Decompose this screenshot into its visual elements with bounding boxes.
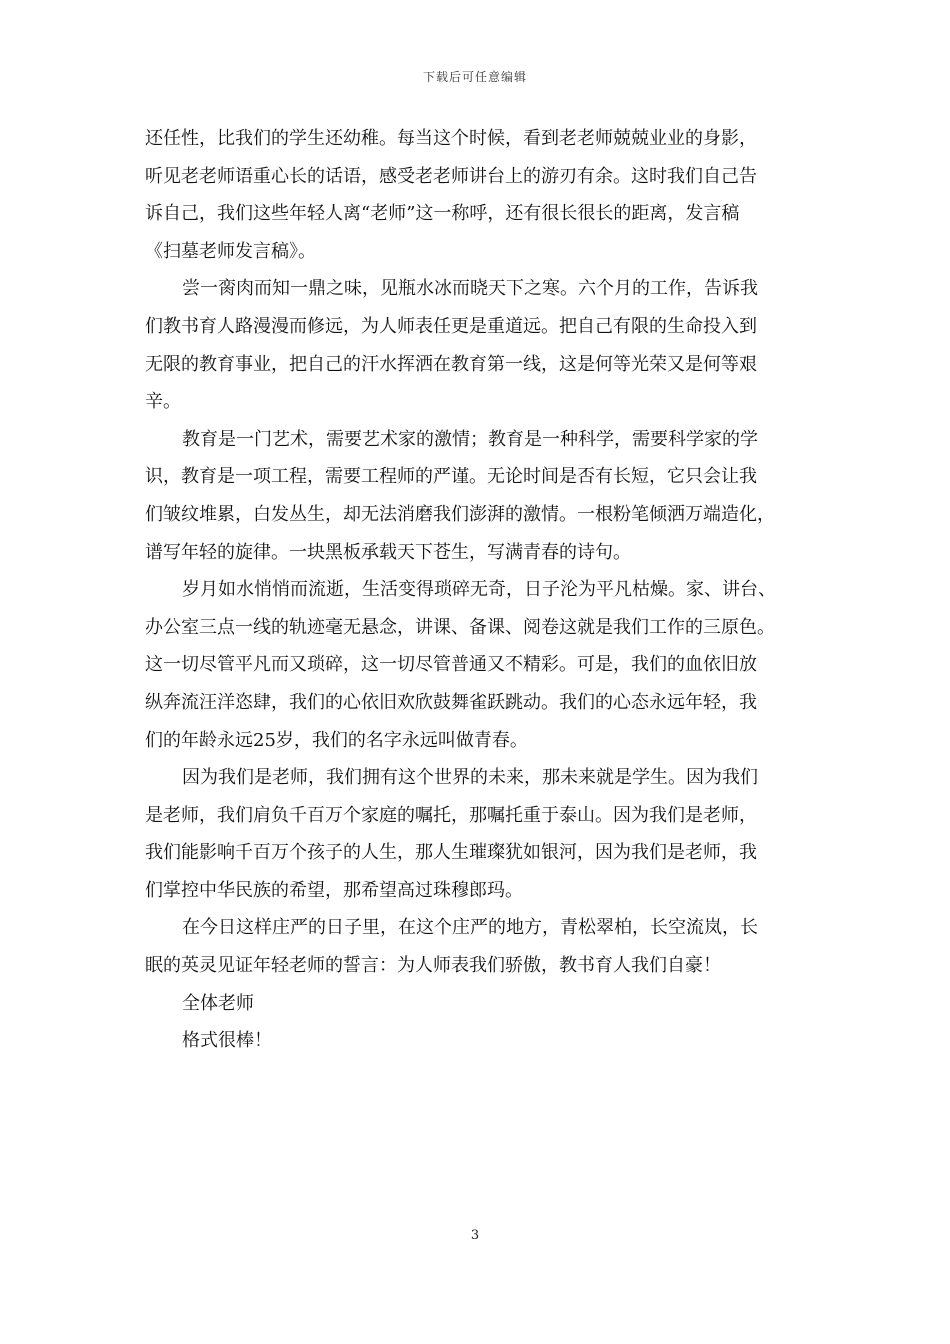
document-body bbox=[145, 120, 807, 1060]
text-line: 无限的教育事业，把自己的汗水挥洒在教育第一线，这是何等光荣又是何等艰 bbox=[145, 353, 757, 375]
text-line: 听见老老师语重心长的话语，感受老老师讲台上的游刃有余。这时我们自己告 bbox=[145, 165, 757, 187]
text-line: 办公室三点一线的轨迹毫无悬念，讲课、备课、阅卷这就是我们工作的三原色。 bbox=[145, 616, 775, 638]
text-line: 眠的英灵见证年轻老师的誓言：为人师表我们骄傲，教书育人我们自豪！ bbox=[145, 955, 721, 977]
text-line: 还任性，比我们的学生还幼稚。每当这个时候，看到老老师兢兢业业的身影， bbox=[145, 128, 757, 149]
text-line: 这一切尽管平凡而又琐碎，这一切尽管普通又不精彩。可是，我们的血依旧放 bbox=[145, 654, 757, 676]
text-line: 因为我们是老师，我们拥有这个世界的未来，那未来就是学生。因为我们 bbox=[182, 767, 758, 789]
text-line: 们的年龄永远25岁，我们的名字永远叫做青春。 bbox=[145, 729, 528, 751]
text-line: 是老师，我们肩负千百万个家庭的嘱托，那嘱托重于泰山。因为我们是老师， bbox=[145, 804, 757, 826]
text-line: 辛。 bbox=[145, 391, 181, 413]
text-line: 《扫墓老师发言稿》。 bbox=[145, 240, 316, 262]
paragraph-1 bbox=[145, 120, 807, 270]
text-line: 谱写年轻的旋律。一块黑板承载天下苍生，写满青春的诗句。 bbox=[145, 541, 631, 563]
closing-note bbox=[145, 1022, 807, 1060]
text-line: 诉自己，我们这些年轻人离“老师”这一称呼，还有很长很长的距离，发言稿 bbox=[145, 203, 740, 225]
text-line: 纵奔流汪洋恣肆，我们的心依旧欢欣鼓舞雀跃跳动。我们的心态永远年轻，我 bbox=[145, 691, 757, 713]
paragraph-2 bbox=[145, 270, 807, 420]
signature-line bbox=[145, 985, 807, 1023]
text-line: 格式很棒！ bbox=[182, 1030, 272, 1052]
text-line: 们掌控中华民族的希望，那希望高过珠穆郎玛。 bbox=[145, 879, 523, 901]
text-line: 教育是一门艺术，需要艺术家的激情；教育是一种科学，需要科学家的学 bbox=[182, 428, 758, 450]
paragraph-3 bbox=[145, 421, 807, 571]
text-line: 识，教育是一项工程，需要工程师的严谨。无论时间是否有长短，它只会让我 bbox=[145, 466, 757, 488]
page-header: 下载后可任意编辑 bbox=[422, 70, 527, 84]
paragraph-4 bbox=[145, 571, 807, 759]
paragraph-6 bbox=[145, 909, 807, 984]
text-line: 我们能影响千百万个孩子的人生，那人生璀璨犹如银河，因为我们是老师，我 bbox=[145, 842, 757, 864]
text-line: 尝一脔肉而知一鼎之味，见瓶水冰而晓天下之寒。六个月的工作，告诉我 bbox=[182, 278, 758, 300]
text-line: 们皱纹堆累，白发丛生，却无法消磨我们澎湃的激情。一根粉笔倾洒万端造化， bbox=[145, 503, 775, 525]
text-line: 全体老师 bbox=[182, 992, 254, 1014]
page-number: 3 bbox=[470, 1228, 480, 1243]
text-line: 在今日这样庄严的日子里，在这个庄严的地方，青松翠柏，长空流岚，长 bbox=[182, 917, 758, 939]
text-line: 们教书育人路漫漫而修远，为人师表任更是重道远。把自己有限的生命投入到 bbox=[145, 315, 757, 337]
text-line: 岁月如水悄悄而流逝，生活变得琐碎无奇，日子沦为平凡枯燥。家、讲台、 bbox=[182, 579, 776, 601]
paragraph-5 bbox=[145, 759, 807, 909]
